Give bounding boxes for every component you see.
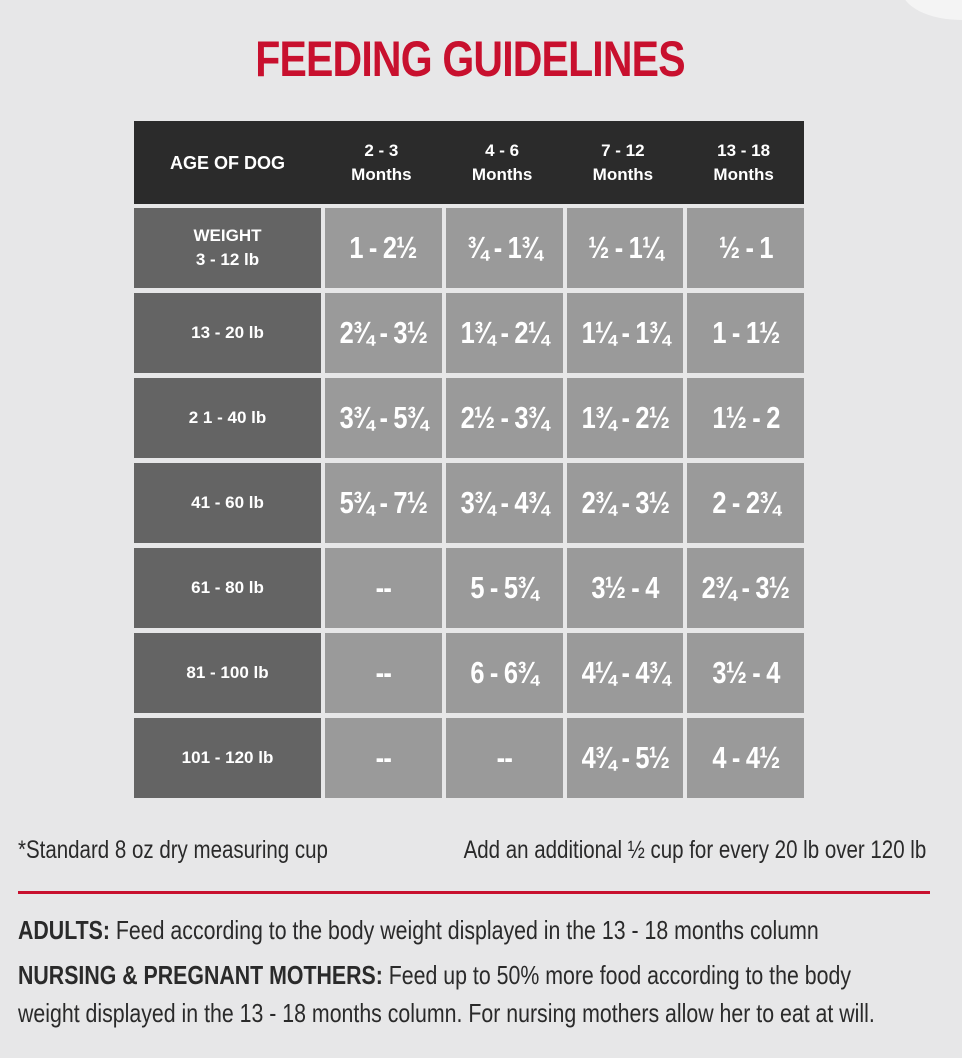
cups-cell: [321, 548, 442, 633]
page-title: FEEDING GUIDELINES: [255, 31, 685, 87]
cups-value: 2¾ - 3½: [701, 570, 790, 605]
table-row: [134, 633, 804, 718]
weight-cell: [134, 463, 321, 548]
cups-value: 2 - 2¾: [712, 485, 780, 520]
cups-value: 2¾ - 3½: [581, 485, 669, 520]
cups-value: ½ - 1¼: [587, 230, 662, 265]
weight-cell: [134, 548, 321, 633]
cups-value: 2½ - 3¾: [460, 400, 548, 435]
weight-range: 61 - 80 lb: [191, 578, 264, 597]
weight-cell: [134, 633, 321, 718]
cups-value: 5¾ - 7½: [339, 485, 428, 520]
weight-cell: [134, 293, 321, 378]
table-row: [134, 463, 804, 548]
cups-cell: [563, 548, 684, 633]
cups-cell: [563, 293, 684, 378]
cups-value: 1¾ - 2¼: [460, 315, 548, 350]
cups-cell: [563, 208, 684, 293]
weight-range: 2 1 - 40 lb: [188, 408, 267, 427]
weight-cell: [134, 208, 321, 293]
cups-cell: [442, 463, 563, 548]
cups-cell: [321, 718, 442, 803]
cups-value: 4¾ - 5½: [581, 740, 669, 775]
cups-value: 3¾ - 5¾: [339, 400, 428, 435]
table-row: [134, 548, 804, 633]
cups-value: 4 - 4½: [712, 740, 780, 775]
cups-cell: [321, 293, 442, 378]
table-row: [134, 378, 804, 463]
cups-value: 2¾ - 3½: [339, 315, 428, 350]
cups-value: ¾ - 1¾: [467, 230, 542, 265]
nursing-label: NURSING & PREGNANT MOTHERS:: [18, 960, 383, 990]
adults-label: ADULTS:: [18, 915, 110, 945]
cups-value: 3½ - 4: [712, 655, 780, 690]
corner-decoration: [902, 0, 962, 20]
age-column-header: 2 - 3 Months: [321, 121, 442, 208]
table-header-row: [134, 121, 804, 208]
adults-text: Feed according to the body weight displayed in the 13 - 18 months column: [109, 915, 819, 945]
cups-value: 3½ - 4: [591, 570, 659, 605]
weight-range: 81 - 100 lb: [186, 663, 269, 682]
nursing-instruction: [18, 956, 912, 1032]
weight-cell: [134, 718, 321, 803]
cups-cell: [683, 293, 804, 378]
table-row: [134, 718, 804, 803]
cups-cell: [683, 208, 804, 293]
cups-cell: [683, 548, 804, 633]
cups-value: --: [496, 740, 512, 775]
feeding-table: [134, 121, 804, 803]
cups-cell: [563, 463, 684, 548]
cups-cell: [442, 633, 563, 718]
weight-cell: [134, 378, 321, 463]
cups-value: 4¼ - 4¾: [581, 655, 669, 690]
adults-instruction: [18, 911, 912, 949]
cups-cell: [683, 633, 804, 718]
age-of-dog-header: AGE OF DOG: [134, 121, 321, 208]
cups-cell: [683, 718, 804, 803]
cups-cell: [683, 463, 804, 548]
cups-cell: [442, 378, 563, 463]
cups-value: 1 - 1½: [712, 315, 780, 350]
cups-value: 6 - 6¾: [470, 655, 538, 690]
cups-value: 3¾ - 4¾: [460, 485, 548, 520]
cups-cell: [321, 463, 442, 548]
weight-range: 101 - 120 lb: [181, 748, 274, 767]
additional-note: Add an additional ½ cup for every 20 lb over 120 lb: [463, 836, 926, 864]
cups-cell: [563, 378, 684, 463]
cups-cell: [442, 548, 563, 633]
age-column-header: 13 - 18 Months: [683, 121, 804, 208]
cups-cell: [563, 718, 684, 803]
cups-cell: [442, 293, 563, 378]
cups-cell: [321, 378, 442, 463]
cups-value: 1¾ - 2½: [581, 400, 669, 435]
cups-cell: [442, 718, 563, 803]
cups-value: 1¼ - 1¾: [581, 315, 669, 350]
age-column-header: 4 - 6 Months: [442, 121, 563, 208]
table-row: [134, 293, 804, 378]
cups-value: --: [375, 655, 392, 690]
cups-value: --: [375, 740, 392, 775]
weight-heading: WEIGHT: [193, 226, 262, 245]
cups-value: ½ - 1: [718, 230, 773, 265]
cups-value: 5 - 5¾: [470, 570, 538, 605]
weight-range: 41 - 60 lb: [191, 493, 264, 512]
table-row: [134, 208, 804, 293]
cups-value: 1½ - 2: [712, 400, 780, 435]
cup-note: *Standard 8 oz dry measuring cup: [18, 836, 328, 864]
divider: [18, 891, 930, 894]
cups-cell: [683, 378, 804, 463]
cups-cell: [321, 633, 442, 718]
cups-value: --: [375, 570, 392, 605]
cups-cell: [321, 208, 442, 293]
cups-cell: [442, 208, 563, 293]
weight-range: 3 - 12 lb: [195, 250, 260, 269]
nursing-text: Feed up to 50% more food according to the body weight displayed in the 13 - 18 months column. For nursing mothers allow her to eat at will.: [18, 960, 875, 1028]
age-column-header: 7 - 12 Months: [563, 121, 684, 208]
weight-range: 13 - 20 lb: [191, 323, 264, 342]
cups-cell: [563, 633, 684, 718]
cups-value: 1 - 2½: [349, 230, 417, 265]
